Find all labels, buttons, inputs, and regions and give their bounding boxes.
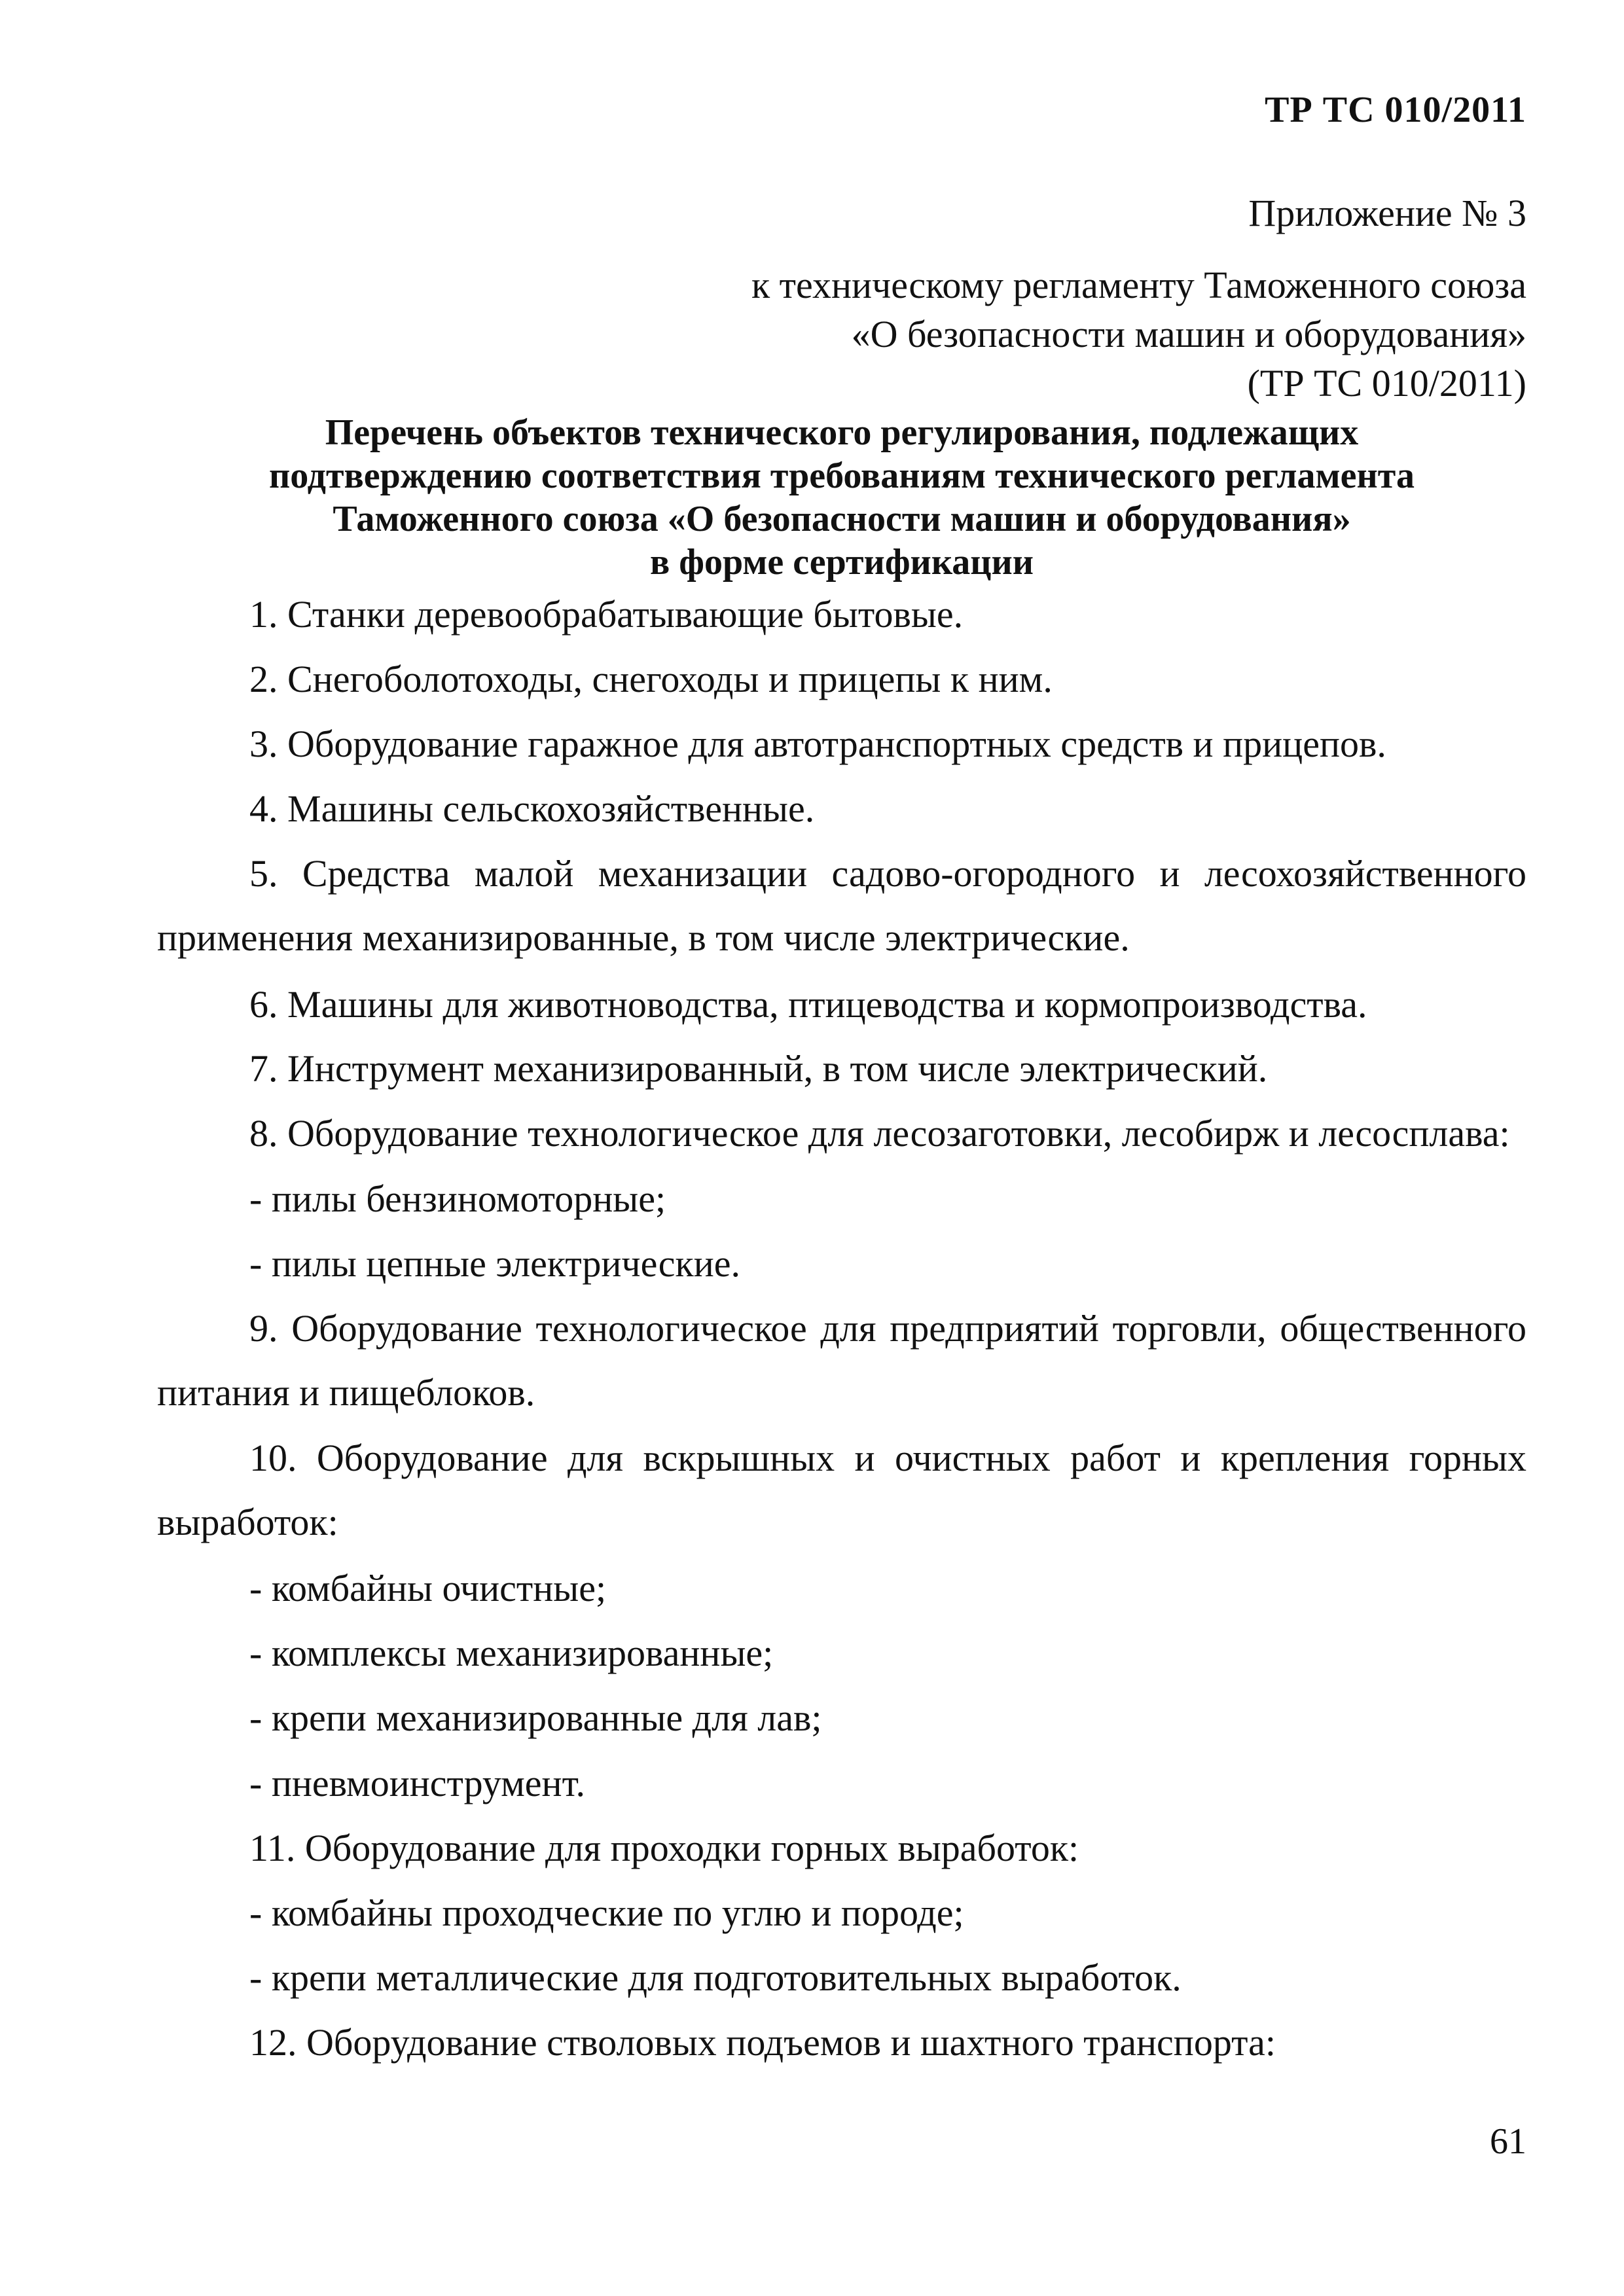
- heading-line: Перечень объектов технического регулирования, подлежащих: [325, 412, 1359, 453]
- list-subitem: - пилы цепные электрические.: [249, 1242, 740, 1285]
- heading-line: подтверждению соответствия требованиям технического регламента: [269, 456, 1415, 496]
- list-heading: [157, 411, 1526, 584]
- list-item: 10. Оборудование для вскрышных и очистных работ и крепления горных выработок:: [157, 1437, 1526, 1543]
- list-item: 3. Оборудование гаражное для автотранспортных средств и прицепов.: [249, 723, 1386, 765]
- list-item: 6. Машины для животноводства, птицеводства и кормопроизводства.: [249, 983, 1367, 1026]
- heading-line: в форме сертификации: [649, 542, 1034, 583]
- list-item: 5. Средства малой механизации садово-огородного и лесохозяйственного применения механизированные, в том числе электрические.: [157, 852, 1526, 959]
- list-subitem: - крепи металлические для подготовительных выработок.: [249, 1956, 1182, 1999]
- list-subitem: - комбайны проходческие по углю и породе;: [249, 1892, 964, 1934]
- heading-line: Таможенного союза «О безопасности машин и оборудования»: [333, 499, 1351, 539]
- list-item: 11. Оборудование для проходки горных выработок:: [249, 1827, 1079, 1869]
- list-subitem: - комбайны очистные;: [249, 1567, 607, 1609]
- document-code: ТР ТС 010/2011: [1265, 90, 1526, 130]
- list-subitem: - пилы бензиномоторные;: [249, 1177, 666, 1220]
- page-number: 61: [1490, 2121, 1526, 2162]
- regulation-reference: [751, 260, 1526, 408]
- list-item: 9. Оборудование технологическое для предприятий торговли, общественного питания и пищеблоков.: [157, 1307, 1526, 1414]
- list-item: 12. Оборудование стволовых подъемов и шахтного транспорта:: [249, 2021, 1276, 2064]
- appendix-number: Приложение № 3: [1248, 192, 1526, 234]
- reference-line: (ТР ТС 010/2011): [1247, 362, 1526, 404]
- list-item: 8. Оборудование технологическое для лесозаготовки, лесобирж и лесосплава:: [249, 1112, 1510, 1155]
- list-subitem: - крепи механизированные для лав;: [249, 1696, 822, 1739]
- list-item: 4. Машины сельскохозяйственные.: [249, 787, 815, 830]
- list-subitem: - пневмоинструмент.: [249, 1762, 586, 1804]
- list-item: 2. Снегоболотоходы, снегоходы и прицепы к ним.: [249, 658, 1053, 700]
- reference-line: «О безопасности машин и оборудования»: [851, 313, 1526, 355]
- list-subitem: - комплексы механизированные;: [249, 1632, 774, 1674]
- reference-line: к техническому регламенту Таможенного союза: [751, 264, 1526, 306]
- list-item: 7. Инструмент механизированный, в том числе электрический.: [249, 1047, 1268, 1090]
- list-item: 1. Станки деревообрабатывающие бытовые.: [249, 593, 964, 636]
